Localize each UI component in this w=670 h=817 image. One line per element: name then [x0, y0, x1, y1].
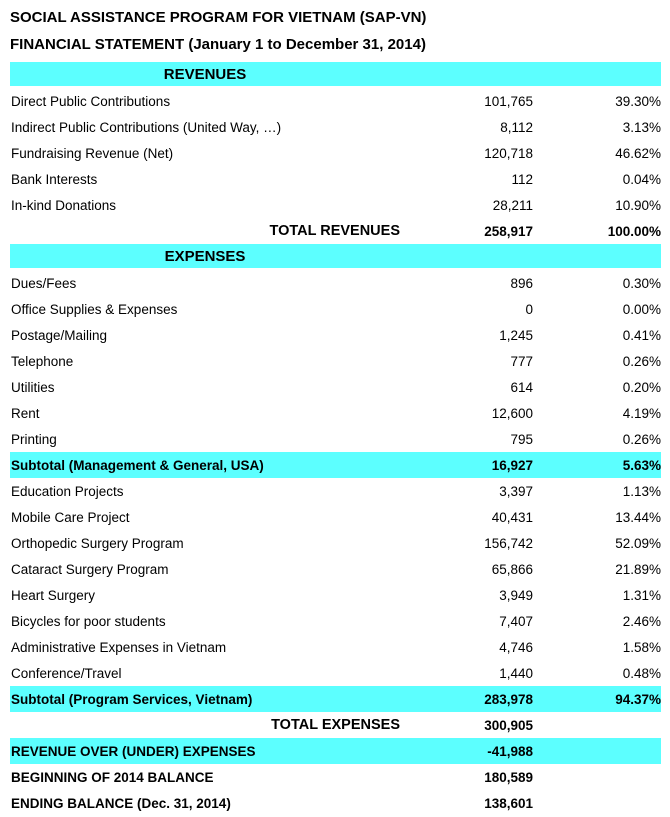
document-header	[0, 0, 670, 58]
subtotal-program-row	[10, 686, 661, 712]
statement-row	[10, 88, 661, 114]
statement-row	[10, 348, 661, 374]
row-label: Administrative Expenses in Vietnam	[11, 639, 227, 655]
statement-row	[10, 608, 661, 634]
row-amount: 112	[511, 171, 533, 187]
beginning-balance-amount: 180,589	[484, 769, 533, 785]
row-percent: 39.30%	[615, 93, 661, 109]
subtotal-program-percent: 94.37%	[615, 691, 661, 707]
row-label: Fundraising Revenue (Net)	[11, 145, 174, 161]
row-amount: 7,407	[499, 613, 533, 629]
beginning-balance-label: BEGINNING OF 2014 BALANCE	[11, 769, 214, 785]
row-label: Orthopedic Surgery Program	[11, 535, 184, 551]
row-amount: 614	[510, 379, 533, 395]
revenue-over-expenses-amount: -41,988	[487, 743, 533, 759]
statement-row	[10, 140, 661, 166]
row-label: Heart Surgery	[11, 587, 96, 603]
row-label: Printing	[11, 431, 57, 447]
row-amount: 156,742	[484, 535, 533, 551]
row-label: Rent	[11, 405, 40, 421]
statement-row	[10, 192, 661, 218]
row-label: Telephone	[11, 353, 74, 369]
row-percent: 1.13%	[622, 483, 661, 499]
row-label: In-kind Donations	[11, 197, 117, 213]
ending-balance-amount: 138,601	[484, 795, 533, 811]
subtotal-management-percent: 5.63%	[622, 457, 661, 473]
statement-row	[10, 270, 661, 296]
total-revenues-percent: 100.00%	[607, 223, 661, 239]
subtotal-management-amount: 16,927	[491, 457, 533, 473]
row-percent: 3.13%	[622, 119, 661, 135]
row-amount: 65,866	[491, 561, 533, 577]
row-percent: 0.00%	[622, 301, 661, 317]
row-percent: 52.09%	[615, 535, 661, 551]
row-amount: 896	[510, 275, 533, 291]
expenses-header-highlight	[10, 244, 661, 268]
expenses-section-header	[10, 244, 661, 270]
ending-balance-row	[10, 790, 661, 816]
row-percent: 1.58%	[622, 639, 661, 655]
statement-row	[10, 582, 661, 608]
statement-row	[10, 426, 661, 452]
row-percent: 46.62%	[615, 145, 661, 161]
statement-row	[10, 634, 661, 660]
row-label: Conference/Travel	[11, 665, 122, 681]
revenue-over-expenses-label: REVENUE OVER (UNDER) EXPENSES	[11, 743, 256, 759]
statement-row	[10, 660, 661, 686]
row-label: Bicycles for poor students	[11, 613, 166, 629]
row-percent: 4.19%	[622, 405, 661, 421]
statement-row	[10, 504, 661, 530]
row-percent: 0.30%	[622, 275, 661, 291]
total-expenses-amount: 300,905	[484, 717, 533, 733]
document-title: SOCIAL ASSISTANCE PROGRAM FOR VIETNAM (SAP-VN)	[10, 9, 427, 26]
total-expenses-row	[10, 712, 661, 738]
row-amount: 1,245	[499, 327, 533, 343]
statement-row	[10, 374, 661, 400]
expenses-header-label: EXPENSES	[164, 247, 246, 265]
row-percent: 0.41%	[622, 327, 661, 343]
statement-row	[10, 478, 661, 504]
row-amount: 1,440	[499, 665, 533, 681]
revenues-header-highlight	[10, 62, 661, 86]
row-label: Mobile Care Project	[11, 509, 130, 525]
beginning-balance-row	[10, 764, 661, 790]
row-percent: 0.20%	[622, 379, 661, 395]
revenue-over-expenses-row	[10, 738, 661, 764]
total-revenues-row	[10, 218, 661, 244]
row-amount: 40,431	[491, 509, 533, 525]
row-label: Utilities	[11, 379, 55, 395]
subtotal-management-row	[10, 452, 661, 478]
subtotal-program-label: Subtotal (Program Services, Vietnam)	[11, 691, 253, 707]
statement-row	[10, 400, 661, 426]
revenues-section-header	[10, 62, 661, 88]
row-label: Cataract Surgery Program	[11, 561, 169, 577]
subtotal-program-amount: 283,978	[484, 691, 533, 707]
row-label: Education Projects	[11, 483, 124, 499]
row-label: Indirect Public Contributions (United Way, …)	[11, 119, 282, 135]
row-label: Direct Public Contributions	[11, 93, 171, 109]
row-amount: 4,746	[499, 639, 533, 655]
row-amount: 0	[525, 301, 533, 317]
row-label: Postage/Mailing	[11, 327, 108, 343]
row-percent: 0.04%	[622, 171, 661, 187]
row-percent: 0.26%	[622, 431, 661, 447]
row-percent: 0.26%	[622, 353, 661, 369]
row-amount: 3,949	[499, 587, 533, 603]
statement-row	[10, 296, 661, 322]
row-percent: 2.46%	[622, 613, 661, 629]
subtotal-management-label: Subtotal (Management & General, USA)	[11, 457, 264, 473]
revenues-header-label: REVENUES	[163, 65, 247, 83]
row-amount: 101,765	[484, 93, 533, 109]
row-percent: 13.44%	[615, 509, 661, 525]
total-expenses-label: TOTAL EXPENSES	[271, 717, 400, 733]
row-amount: 8,112	[500, 119, 533, 135]
row-amount: 777	[510, 353, 533, 369]
row-percent: 21.89%	[615, 561, 661, 577]
document-subtitle: FINANCIAL STATEMENT (January 1 to December 31, 2014)	[10, 36, 426, 53]
total-revenues-amount: 258,917	[484, 223, 533, 239]
row-amount: 120,718	[484, 145, 533, 161]
statement-row	[10, 114, 661, 140]
statement-table	[10, 62, 661, 816]
row-label: Dues/Fees	[11, 275, 77, 291]
row-amount: 12,600	[491, 405, 533, 421]
total-revenues-label: TOTAL REVENUES	[269, 223, 400, 239]
statement-row	[10, 166, 661, 192]
statement-row	[10, 322, 661, 348]
row-percent: 0.48%	[622, 665, 661, 681]
statement-row	[10, 556, 661, 582]
row-label: Bank Interests	[11, 171, 98, 187]
row-amount: 795	[510, 431, 533, 447]
row-percent: 1.31%	[622, 587, 661, 603]
ending-balance-label: ENDING BALANCE (Dec. 31, 2014)	[11, 795, 231, 811]
row-percent: 10.90%	[615, 197, 661, 213]
row-amount: 3,397	[499, 483, 533, 499]
row-label: Office Supplies & Expenses	[11, 301, 178, 317]
row-amount: 28,211	[492, 197, 533, 213]
statement-row	[10, 530, 661, 556]
